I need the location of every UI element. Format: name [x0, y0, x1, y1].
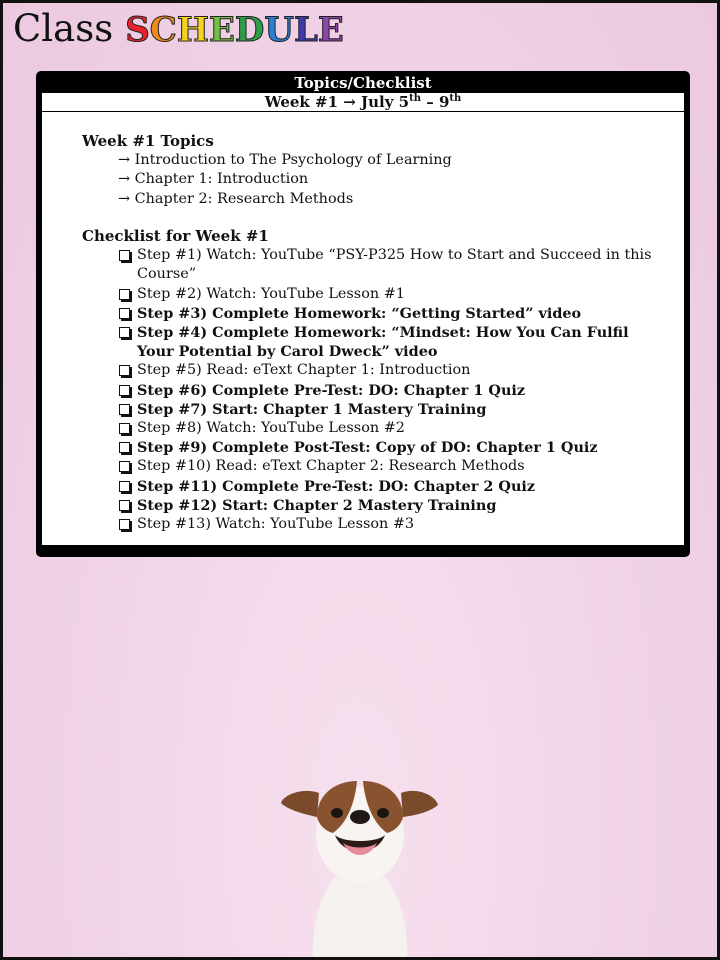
checklist-item[interactable]	[82, 381, 684, 400]
title-letter: L	[294, 10, 318, 50]
week-dates	[42, 93, 684, 112]
card-header: Topics/Checklist	[294, 74, 432, 92]
title-letter: H	[176, 10, 209, 50]
title-letter: E	[208, 10, 235, 50]
checklist-item-label: Step #6) Complete Pre-Test: DO: Chapter 1 Quiz	[137, 381, 526, 399]
week-sup-start: th	[409, 93, 422, 104]
checklist-item-label: Step #10) Read: eText Chapter 2: Research Methods	[137, 458, 525, 475]
checklist-item-label: Step #2) Watch: YouTube Lesson #1	[137, 285, 405, 302]
dog-photo	[273, 773, 443, 960]
checklist-item[interactable]	[82, 323, 684, 361]
checklist-item[interactable]	[82, 515, 684, 534]
card-body	[42, 93, 684, 545]
checklist-item-label: Step #13) Watch: YouTube Lesson #3	[137, 516, 415, 533]
checklist-item[interactable]	[82, 400, 684, 419]
checklist-item-label: Step #7) Start: Chapter 1 Mastery Training	[137, 400, 487, 418]
checkbox-icon[interactable]	[119, 404, 130, 415]
checkbox-icon[interactable]	[119, 442, 130, 453]
checkbox-icon[interactable]	[119, 519, 130, 530]
checkbox-icon[interactable]	[119, 250, 130, 261]
week-sup-end: th	[449, 93, 462, 104]
card-content	[42, 112, 684, 534]
checkbox-icon[interactable]	[119, 365, 130, 376]
topic-item: → Chapter 1: Introduction	[118, 171, 309, 188]
topics-heading: Week #1 Topics	[82, 132, 214, 150]
checkbox-icon[interactable]	[119, 500, 130, 511]
checkbox-icon[interactable]	[119, 289, 130, 300]
topic-item: → Introduction to The Psychology of Learning	[118, 152, 452, 168]
topic-item: → Chapter 2: Research Methods	[118, 190, 354, 207]
checklist-item-label: Step #1) Watch: YouTube “PSY-P325 How to Start and Succeed in this Course”	[137, 247, 652, 283]
checkbox-icon[interactable]	[119, 385, 130, 396]
title-letter: C	[149, 10, 177, 50]
checklist-item[interactable]	[82, 438, 684, 457]
checklist-item-label: Step #9) Complete Post-Test: Copy of DO: Chapter 1 Quiz	[137, 439, 598, 457]
checklist-item[interactable]	[82, 246, 684, 284]
topics-checklist-card	[36, 71, 690, 557]
checklist-item[interactable]	[82, 285, 684, 304]
title-letter: E	[317, 10, 344, 50]
title-letter: U	[264, 10, 294, 50]
checkbox-icon[interactable]	[119, 481, 130, 492]
title-letter: S	[125, 10, 150, 50]
title-class-word: Class	[13, 7, 114, 50]
page-title	[13, 7, 344, 51]
checkbox-icon[interactable]	[119, 327, 130, 338]
checklist-heading: Checklist for Week #1	[82, 227, 269, 246]
checklist-item-label: Step #8) Watch: YouTube Lesson #2	[137, 420, 405, 437]
checklist-item-label: Step #11) Complete Pre-Test: DO: Chapter 2 Quiz	[137, 477, 536, 495]
checkbox-icon[interactable]	[119, 461, 130, 472]
checkbox-icon[interactable]	[119, 308, 130, 319]
checklist-item[interactable]	[82, 496, 684, 515]
title-letter: D	[234, 10, 265, 50]
checklist-item[interactable]	[82, 419, 684, 438]
checklist-item-label: Step #4) Complete Homework: “Mindset: How You Can Fulfil Your Potential by Carol Dweck” video	[137, 324, 629, 361]
checklist-item[interactable]	[82, 361, 684, 380]
week-prefix: Week #1 → July 5	[264, 93, 410, 111]
week-mid: – 9	[421, 93, 450, 111]
checkbox-icon[interactable]	[119, 423, 130, 434]
checklist-item-label: Step #12) Start: Chapter 2 Mastery Training	[137, 496, 497, 514]
topics-list	[82, 151, 684, 209]
checklist-item[interactable]	[82, 457, 684, 476]
checklist-item[interactable]	[82, 304, 684, 323]
checklist-item-label: Step #5) Read: eText Chapter 1: Introduction	[137, 362, 471, 379]
checklist	[82, 246, 684, 534]
checklist-item-label: Step #3) Complete Homework: “Getting Started” video	[137, 304, 582, 322]
checklist-item[interactable]	[82, 477, 684, 496]
title-schedule-word	[125, 8, 344, 52]
